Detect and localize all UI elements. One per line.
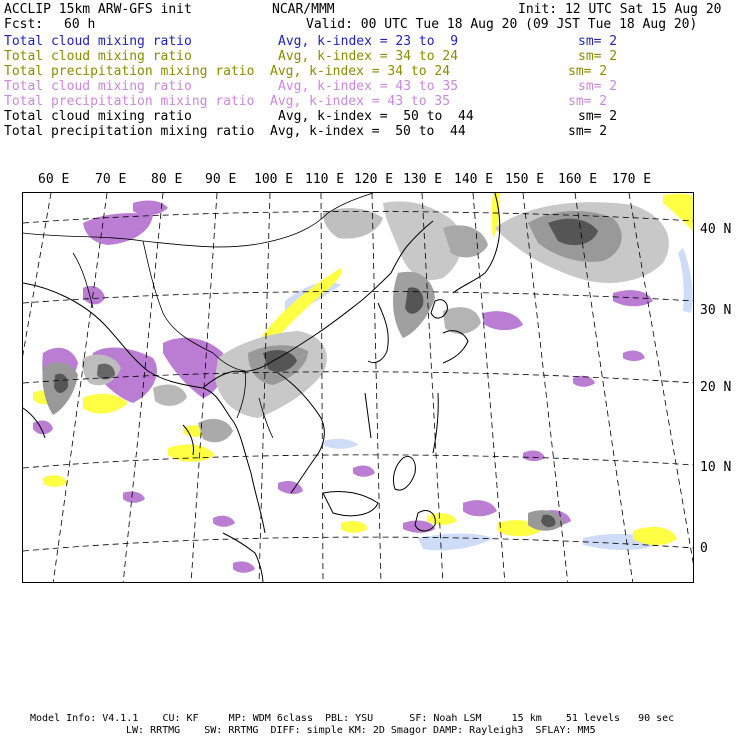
legend-row [4,34,192,49]
lon-label: 170 E [612,172,652,187]
plot-title: ACCLIP 15km ARW-GFS init [4,2,192,17]
country-borders [23,193,373,438]
legend-avg: Avg, k-index = 34 to 24 [278,49,459,64]
init-time: Init: 12 UTC Sat 15 Aug 20 [518,2,722,17]
lon-label: 140 E [454,172,494,187]
lat-label: 10 N [700,460,732,475]
legend-sm: sm= 2 [568,64,608,79]
legend-field: Total cloud mixing ratio [4,79,192,94]
legend-field: Total precipitation mixing ratio [4,64,255,79]
legend-sm: sm= 2 [568,94,608,109]
lon-label: 130 E [403,172,443,187]
valid-time: Valid: 00 UTC Tue 18 Aug 20 (09 JST Tue 18 Aug 20) [306,17,698,32]
legend-field: Total cloud mixing ratio [4,34,192,49]
legend-row [4,64,254,79]
legend-avg: Avg, k-index = 34 to 24 [270,64,451,79]
legend-avg: Avg, k-index = 50 to 44 [270,124,466,139]
legend-row [4,124,254,139]
legend-sm: sm= 2 [578,109,618,124]
legend-field: Total precipitation mixing ratio [4,124,255,139]
lon-label: 150 E [505,172,545,187]
lon-label: 90 E [205,172,237,187]
legend-field: Total cloud mixing ratio [4,109,192,124]
legend-row [4,49,192,64]
lat-label: 20 N [700,380,732,395]
map-panel [22,192,694,583]
lon-label: 110 E [305,172,345,187]
legend-sm: sm= 2 [568,124,608,139]
map-canvas [23,193,694,583]
forecast-hour: 60 h [64,17,96,32]
lon-label: 100 E [254,172,294,187]
model-info-line1: Model Info: V4.1.1 CU: KF MP: WDM 6class PBL: YSU SF: Noah LSM 15 km 51 levels 90 sec [30,713,675,724]
legend-field: Total cloud mixing ratio [4,49,192,64]
forecast-label: Fcst: [4,17,44,32]
lon-label: 80 E [151,172,183,187]
lon-label: 120 E [354,172,394,187]
legend-avg: Avg, k-index = 43 to 35 [278,79,459,94]
legend-avg: Avg, k-index = 50 to 44 [278,109,474,124]
legend-row [4,109,192,124]
legend-sm: sm= 2 [578,34,618,49]
legend-row [4,94,254,109]
lon-label: 70 E [95,172,127,187]
legend-sm: sm= 2 [578,79,618,94]
legend-field: Total precipitation mixing ratio [4,94,255,109]
legend-avg: Avg, k-index = 43 to 35 [270,94,451,109]
lat-label: 0 [700,541,708,556]
legend-sm: sm= 2 [578,49,618,64]
lon-label: 60 E [38,172,70,187]
lat-label: 30 N [700,303,732,318]
lat-label: 40 N [700,222,732,237]
legend-row [4,79,192,94]
organization-label: NCAR/MMM [272,2,335,17]
lon-label: 160 E [558,172,598,187]
legend-avg: Avg, k-index = 23 to 9 [278,34,459,49]
model-info-line2: LW: RRTMG SW: RRTMG DIFF: simple KM: 2D Smagor DAMP: Rayleigh3 SFLAY: MM5 [126,725,596,736]
